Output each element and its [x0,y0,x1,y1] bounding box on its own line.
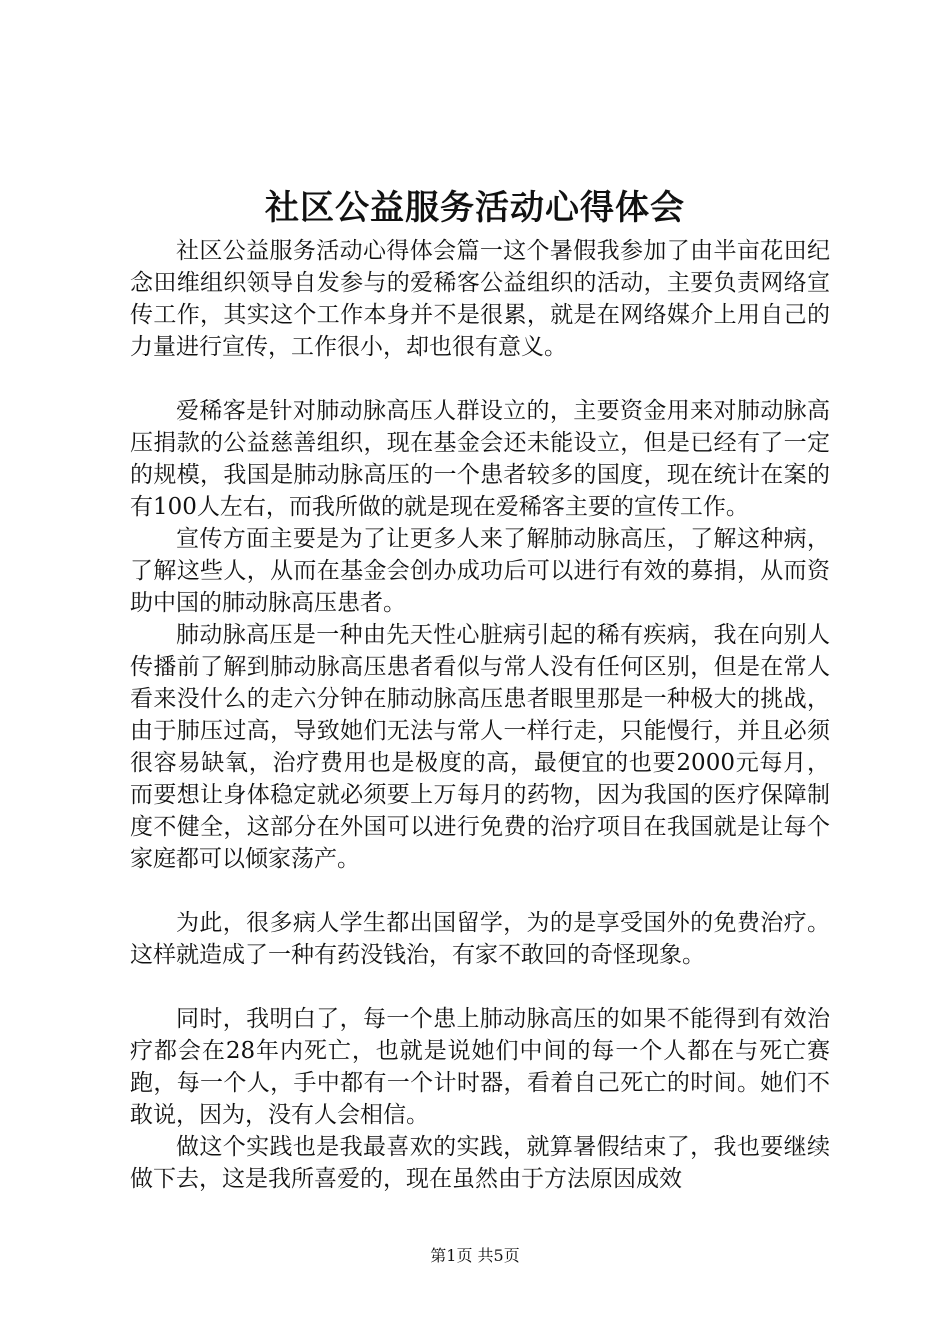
paragraph-7: 做这个实践也是我最喜欢的实践，就算暑假结束了，我也要继续做下去，这是我所喜爱的，现在虽然由于方法原因成效 [130,1134,830,1192]
page-title: 社区公益服务活动心得体会 [265,188,685,228]
paragraph-4: 肺动脉高压是一种由先天性心脏病引起的稀有疾病，我在向别人传播前了解到肺动脉高压患者看似与常人没有任何区别，但是在常人看来没什么的走六分钟在肺动脉高压患者眼里那是一种极大的挑战，由于肺压过高，导致她们无法与常人一样行走，只能慢行，并且必须很容易缺氧，治疗费用也是极度的高，最便宜的也要2000元每月，而要想让身体稳定就必须要上万每月的药物，因为我国的医疗保障制度不健全，这部分在外国可以进行免费的治疗项目在我国就是让每个家庭都可以倾家荡产。 [130,622,830,872]
paragraph-6: 同时，我明白了，每一个患上肺动脉高压的如果不能得到有效治疗都会在28年内死亡，也就是说她们中间的每一个人都在与死亡赛跑，每一个人，手中都有一个计时器，看着自己死亡的时间。她们不敢说，因为，没有人会相信。 [130,1006,830,1128]
paragraph-2: 爱稀客是针对肺动脉高压人群设立的，主要资金用来对肺动脉高压捐款的公益慈善组织，现在基金会还未能设立，但是已经有了一定的规模，我国是肺动脉高压的一个患者较多的国度，现在统计在案的有100人左右，而我所做的就是现在爱稀客主要的宣传工作。 [130,398,830,520]
paragraph-3: 宣传方面主要是为了让更多人来了解肺动脉高压，了解这种病，了解这些人，从而在基金会创办成功后可以进行有效的募捐，从而资助中国的肺动脉高压患者。 [130,526,830,616]
page-number-footer: 第1页 共5页 [430,1246,520,1265]
paragraph-5: 为此，很多病人学生都出国留学，为的是享受国外的免费治疗。这样就造成了一种有药没钱治，有家不敢回的奇怪现象。 [130,910,830,968]
document-body [130,235,830,1195]
paragraph-1: 社区公益服务活动心得体会篇一这个暑假我参加了由半亩花田纪念田维组织领导自发参与的爱稀客公益组织的活动，主要负责网络宣传工作，其实这个工作本身并不是很累，就是在网络媒介上用自己的力量进行宣传，工作很小，却也很有意义。 [130,238,830,360]
